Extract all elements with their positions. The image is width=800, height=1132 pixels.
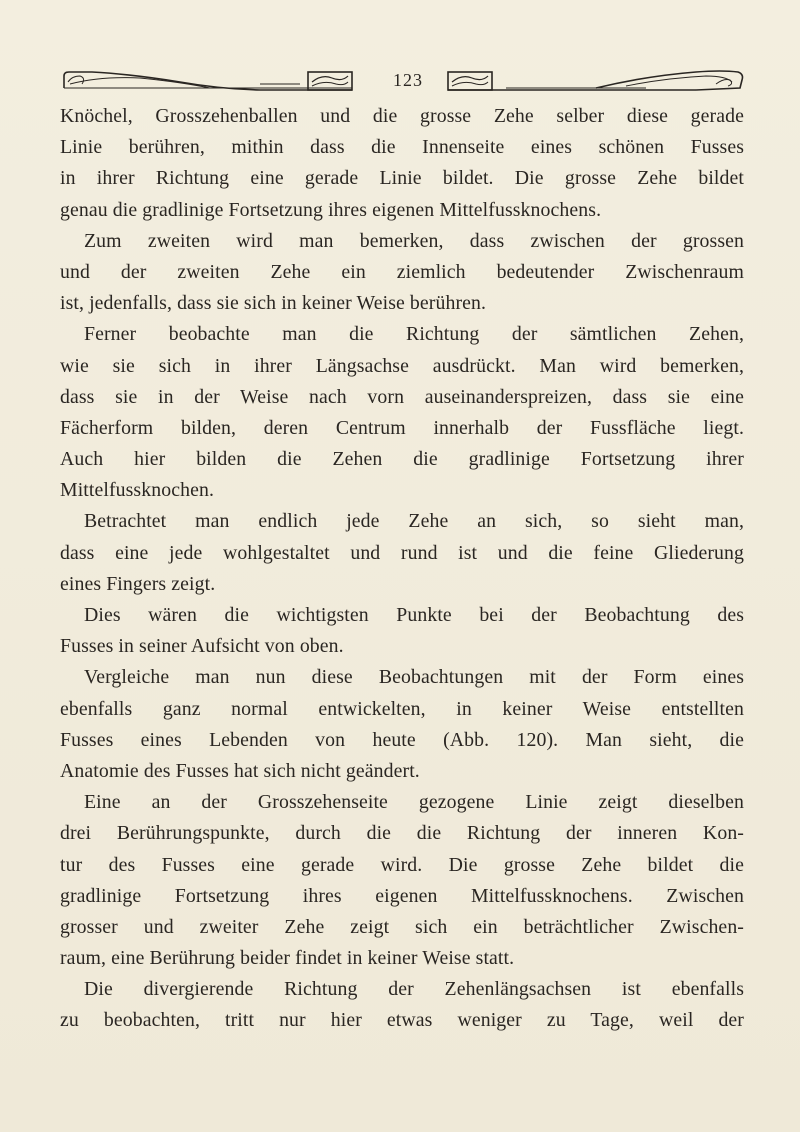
- text-line: Eine an der Grosszehenseite gezogene Linie zeigt dieselben: [84, 791, 744, 814]
- text-line: gradlinige Fortsetzung ihres eigenen Mittelfussknochens. Zwischen: [60, 884, 744, 907]
- text-line: genau die gradlinige Fortsetzung ihres eigenen Mittelfussknochens.: [60, 198, 602, 221]
- text-line: drei Berührungspunkte, durch die die Richtung der inneren Kon-: [60, 822, 744, 845]
- text-line: grosser und zweiter Zehe zeigt sich ein beträchtlicher Zwischen-: [60, 915, 744, 938]
- page-header: [60, 62, 750, 96]
- text-line: eines Fingers zeigt.: [60, 572, 216, 595]
- text-line: Fusses in seiner Aufsicht von oben.: [60, 635, 344, 658]
- text-line: raum, eine Berührung beider findet in keiner Weise statt.: [60, 947, 515, 970]
- text-line: Auch hier bilden die Zehen die gradlinige Fortsetzung ihrer: [60, 448, 744, 471]
- text-line: Mittelfussknochen.: [60, 479, 214, 502]
- text-line: Dies wären die wichtigsten Punkte bei der Beobachtung des: [84, 604, 744, 626]
- text-line: Fusses eines Lebenden von heute (Abb. 120). Man sieht, die: [60, 728, 744, 751]
- text-line: Vergleiche man nun diese Beobachtungen mit der Form eines: [84, 666, 744, 689]
- text-line: Die divergierende Richtung der Zehenlängsachsen ist ebenfalls: [84, 978, 744, 1001]
- page-number: 123: [393, 70, 423, 90]
- text-line: Ferner beobachte man die Richtung der sämtlichen Zehen,: [84, 323, 744, 346]
- text-line: Knöchel, Grosszehenballen und die grosse Zehe selber diese gerade: [60, 105, 744, 127]
- text-line: ist, jedenfalls, dass sie sich in keiner Weise berühren.: [60, 292, 487, 315]
- right-header-ornament-icon: [446, 62, 746, 96]
- text-line: in ihrer Richtung eine gerade Linie bildet. Die grosse Zehe bildet: [60, 167, 744, 190]
- body-text: [60, 101, 744, 1037]
- left-header-ornament-icon: [60, 62, 380, 96]
- text-line: dass sie in der Weise nach vorn auseinanderspreizen, dass sie eine: [60, 385, 744, 408]
- text-line: dass eine jede wohlgestaltet und rund ist und die feine Gliederung: [60, 541, 744, 564]
- text-line: zu beobachten, tritt nur hier etwas weniger zu Tage, weil der: [60, 1009, 744, 1032]
- text-line: tur des Fusses eine gerade wird. Die grosse Zehe bildet die: [60, 853, 744, 876]
- text-line: Fächerform bilden, deren Centrum innerhalb der Fussfläche liegt.: [60, 416, 744, 439]
- text-line: Anatomie des Fusses hat sich nicht geändert.: [60, 759, 420, 782]
- text-line: ebenfalls ganz normal entwickelten, in keiner Weise entstellten: [60, 697, 744, 720]
- text-line: Betrachtet man endlich jede Zehe an sich, so sieht man,: [84, 510, 744, 533]
- text-line: und der zweiten Zehe ein ziemlich bedeutender Zwischenraum: [60, 260, 744, 283]
- text-line: wie sie sich in ihrer Längsachse ausdrückt. Man wird bemerken,: [60, 354, 744, 377]
- text-line: Linie berühren, mithin dass die Innenseite eines schönen Fusses: [60, 136, 744, 159]
- text-line: Zum zweiten wird man bemerken, dass zwischen der grossen: [84, 229, 744, 252]
